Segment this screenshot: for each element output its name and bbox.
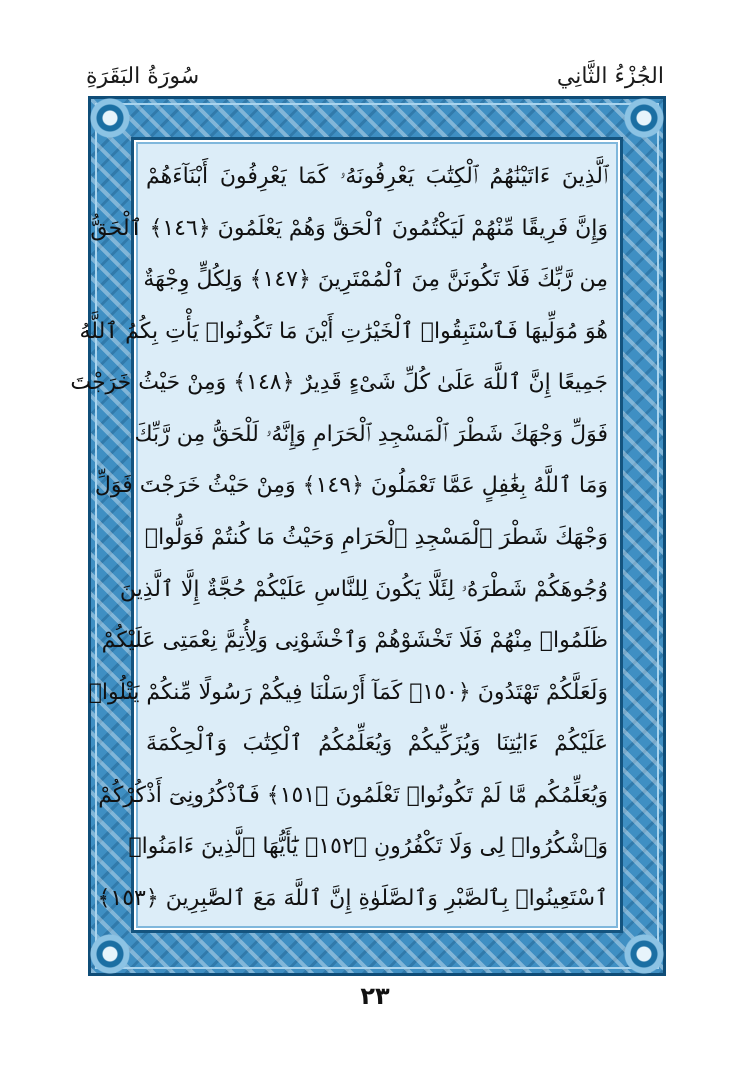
surah-name: سُورَةُ البَقَرَةِ [86, 63, 200, 89]
verse-line: فَوَلِّ وَجْهَكَ شَطْرَ ٱلْمَسْجِدِ ٱلْحَرَامِ وَإِنَّهُۥ لَلْحَقُّ مِن رَّبِّكَ [134, 421, 608, 447]
verse-line: وَيُعَلِّمُكُم مَّا لَمْ تَكُونُوا۟ تَعْلَمُونَ ﴿١٥١﴾ فَٱذْكُرُونِىٓ أَذْكُرْكُمْ [98, 782, 608, 808]
corner-ornament-icon [88, 96, 132, 140]
verse-line: جَمِيعًا إِنَّ ٱللَّهَ عَلَىٰ كُلِّ شَىْءٍ قَدِيرٌ ﴿١٤٨﴾ وَمِنْ حَيْثُ خَرَجْتَ [70, 370, 608, 396]
corner-ornament-icon [88, 932, 132, 976]
verse-line: وَإِنَّ فَرِيقًا مِّنْهُمْ لَيَكْتُمُونَ ٱلْحَقَّ وَهُمْ يَعْلَمُونَ ﴿١٤٦﴾ ٱلْحَقُّ [90, 215, 608, 241]
juz-name: الجُزْءُ الثَّانِي [556, 63, 664, 89]
verse-line: هُوَ مُوَلِّيهَا فَٱسْتَبِقُوا۟ ٱلْخَيْرَٰتِ أَيْنَ مَا تَكُونُوا۟ يَأْتِ بِكُمُ ٱللَّهُ [79, 318, 608, 344]
verse-line: ظَلَمُوا۟ مِنْهُمْ فَلَا تَخْشَوْهُمْ وَٱخْشَوْنِى وَلِأُتِمَّ نِعْمَتِى عَلَيْكُمْ [101, 628, 608, 654]
verse-text-panel [70, 137, 623, 933]
verse-line: عَلَيْكُمْ ءَايَٰتِنَا وَيُزَكِّيكُمْ وَيُعَلِّمُكُمُ ٱلْكِتَٰبَ وَٱلْحِكْمَةَ [146, 731, 608, 757]
corner-ornament-icon [622, 96, 666, 140]
page-number: ٢٣ [360, 982, 390, 1010]
verse-line: وَٱشْكُرُوا۟ لِى وَلَا تَكْفُرُونِ ﴿١٥٢﴾ يَٰٓأَيُّهَا ٱلَّذِينَ ءَامَنُوا۟ [128, 834, 608, 860]
ornamental-frame [70, 96, 666, 976]
corner-ornament-icon [622, 932, 666, 976]
verse-line: وَلَعَلَّكُمْ تَهْتَدُونَ ﴿١٥٠﴾ كَمَآ أَرْسَلْنَا فِيكُمْ رَسُولًا مِّنكُمْ يَتْلُوا۟ [88, 679, 608, 705]
verse-line: ٱلَّذِينَ ءَاتَيْنَٰهُمُ ٱلْكِتَٰبَ يَعْرِفُونَهُۥ كَمَا يَعْرِفُونَ أَبْنَآءَهُمْ [146, 164, 608, 189]
verse-line: وَجْهَكَ شَطْرَ ٱلْمَسْجِدِ ٱلْحَرَامِ وَحَيْثُ مَا كُنتُمْ فَوَلُّوا۟ [144, 524, 608, 550]
verse-line: ٱسْتَعِينُوا۟ بِٱلصَّبْرِ وَٱلصَّلَوٰةِ إِنَّ ٱللَّهَ مَعَ ٱلصَّٰبِرِينَ ﴿١٥٣﴾ [97, 885, 608, 911]
verse-line: مِن رَّبِّكَ فَلَا تَكُونَنَّ مِنَ ٱلْمُمْتَرِينَ ﴿١٤٧﴾ وَلِكُلٍّ وِجْهَةٌ [143, 267, 608, 293]
verse-line: وُجُوهَكُمْ شَطْرَهُۥ لِئَلَّا يَكُونَ لِلنَّاسِ عَلَيْكُمْ حُجَّةٌ إِلَّا ٱلَّذِينَ [119, 576, 608, 602]
page-header [86, 56, 664, 96]
verse-line: وَمَا ٱللَّهُ بِغَٰفِلٍ عَمَّا تَعْمَلُونَ ﴿١٤٩﴾ وَمِنْ حَيْثُ خَرَجْتَ فَوَلِّ [94, 473, 608, 499]
